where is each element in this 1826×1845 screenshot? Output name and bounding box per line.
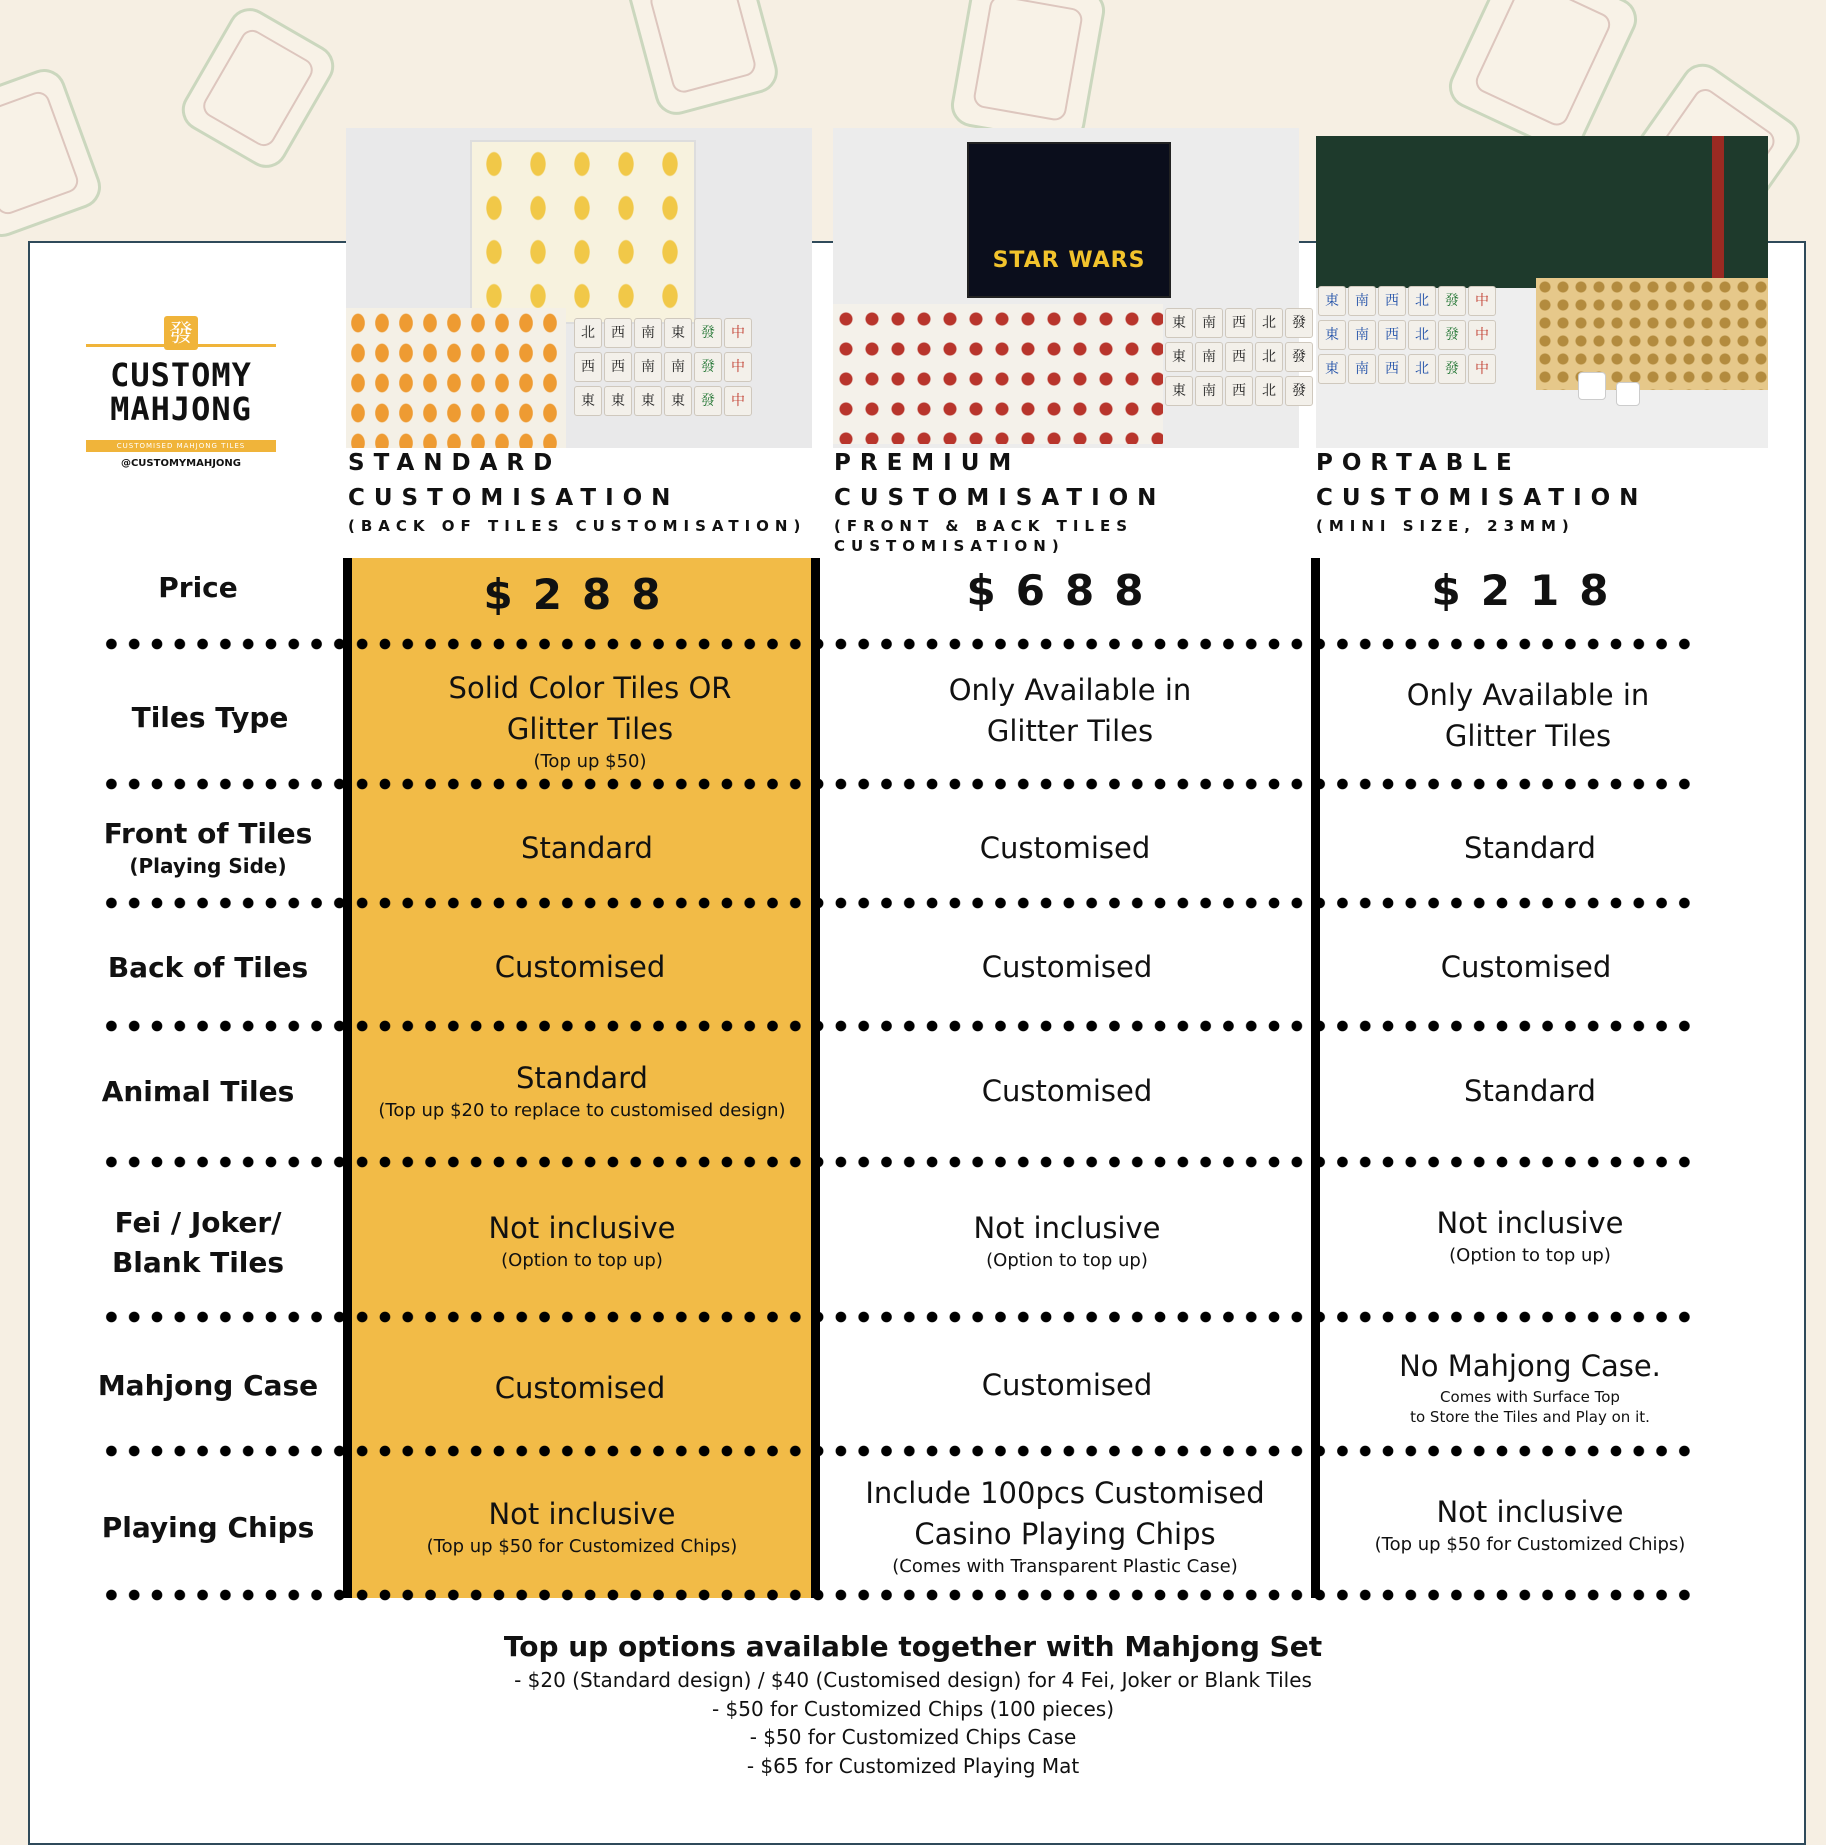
top-up-item: - $65 for Customized Playing Mat [746, 1753, 1080, 1778]
standard-front: Standard [521, 831, 653, 865]
logo-badge-icon: 發 [164, 316, 198, 350]
standard-tiles-row: 北 西 南 東 發 中 [574, 318, 752, 348]
row-label-price: Price [158, 571, 238, 604]
row-separator [100, 896, 1700, 910]
premium-price: $688 [966, 566, 1164, 615]
background-tile [0, 63, 107, 243]
star-wars-poster-image [967, 142, 1171, 298]
row-separator [100, 637, 1700, 651]
top-up-item: - $50 for Customized Chips (100 pieces) [711, 1696, 1115, 1721]
premium-front: Customised [979, 831, 1151, 865]
portable-case: No Mahjong Case. Comes with Surface Top to Store the Tiles and Play on it. [1399, 1349, 1661, 1426]
row-separator [100, 1444, 1700, 1458]
portable-price: $218 [1431, 566, 1629, 615]
portable-front: Standard [1464, 831, 1596, 865]
row-separator [100, 1155, 1700, 1169]
portable-fei: Not inclusive (Option to top up) [1436, 1206, 1624, 1266]
portable-subtitle: (MINI SIZE, 23MM) [1316, 517, 1575, 535]
premium-title: PREMIUM CUSTOMISATION [834, 450, 1166, 511]
dice-image [1616, 382, 1640, 406]
portable-tiles-row: 東 南 西 北 發 中 [1318, 286, 1496, 316]
row-label-playing-chips: Playing Chips [101, 1511, 315, 1544]
column-divider [1311, 558, 1320, 1598]
dice-image [1578, 372, 1606, 400]
premium-chips: Include 100pcs Customised Casino Playing Chips (Comes with Transparent Plastic Case) [865, 1476, 1265, 1577]
brand-name: CUSTOMY MAHJONG [110, 356, 252, 428]
premium-animal: Customised [981, 1074, 1153, 1108]
standard-photo [346, 128, 812, 448]
top-up-title: Top up options available together with Mahjong Set [503, 1630, 1323, 1663]
row-separator [100, 1019, 1700, 1033]
premium-tiles-row: 東 南 西 北 發 [1165, 342, 1313, 372]
row-label-front-of-tiles: Front of Tiles (Playing Side) [103, 817, 313, 878]
portable-animal: Standard [1464, 1074, 1596, 1108]
brand-logo [86, 316, 276, 476]
row-label-mahjong-case: Mahjong Case [97, 1369, 319, 1402]
standard-back: Customised [494, 950, 666, 984]
premium-tiles-row: 東 南 西 北 發 [1165, 376, 1313, 406]
standard-title: STANDARD CUSTOMISATION [348, 450, 680, 511]
row-label-back-of-tiles: Back of Tiles [107, 951, 309, 984]
premium-tiles-image [833, 304, 1163, 444]
portable-title: PORTABLE CUSTOMISATION [1316, 450, 1648, 511]
row-separator [100, 1588, 1700, 1602]
premium-tiles-row: 東 南 西 北 發 [1165, 308, 1313, 338]
premium-subtitle: (FRONT & BACK TILES CUSTOMISATION) [834, 517, 1134, 555]
standard-case: Customised [494, 1371, 666, 1405]
row-separator [100, 1310, 1700, 1324]
pineapple-tiles-image [346, 308, 566, 448]
standard-subtitle: (BACK OF TILES CUSTOMISATION) [348, 517, 807, 535]
column-divider [811, 558, 820, 1598]
background-tile [623, 0, 782, 120]
pineapple-case-image [470, 140, 696, 324]
top-up-options [300, 1628, 1526, 1780]
red-frame-edge [1712, 136, 1724, 288]
top-up-item: - $50 for Customized Chips Case [749, 1725, 1077, 1749]
portable-photo [1316, 136, 1768, 448]
gold-tiles-image [1536, 278, 1768, 390]
standard-tiles-row: 西 西 南 南 發 中 [574, 352, 752, 382]
portable-back: Customised [1440, 950, 1612, 984]
row-separator [100, 777, 1700, 791]
portable-tiles-row: 東 南 西 北 發 中 [1318, 354, 1496, 384]
background-tile [174, 0, 342, 176]
standard-price: $288 [483, 570, 681, 619]
premium-case: Customised [981, 1368, 1153, 1402]
standard-chips: Not inclusive (Top up $50 for Customized Chips) [426, 1497, 738, 1557]
top-up-item: - $20 (Standard design) / $40 (Customised design) for 4 Fei, Joker or Blank Tiles [514, 1668, 1312, 1692]
premium-tiles-type: Only Available in Glitter Tiles [948, 673, 1192, 748]
portable-chips: Not inclusive (Top up $50 for Customized Chips) [1374, 1495, 1686, 1555]
portable-tiles-type: Only Available in Glitter Tiles [1406, 678, 1650, 753]
standard-fei: Not inclusive (Option to top up) [488, 1211, 676, 1271]
poster-title: STAR WARS [992, 248, 1146, 273]
premium-photo [833, 128, 1306, 448]
background-tile [947, 0, 1108, 147]
standard-tiles-row: 東 東 東 東 發 中 [574, 386, 752, 416]
brand-tagline: CUSTOMISED MAHJONG TILES [86, 440, 276, 452]
standard-animal: Standard (Top up $20 to replace to customised design) [378, 1061, 786, 1121]
row-label-fei-joker-blank: Fei / Joker/ Blank Tiles [111, 1206, 285, 1279]
portable-tiles-row: 東 南 西 北 發 中 [1318, 320, 1496, 350]
row-label-animal-tiles: Animal Tiles [101, 1075, 295, 1108]
brand-handle: @CUSTOMYMAHJONG [120, 458, 242, 469]
premium-fei: Not inclusive (Option to top up) [973, 1211, 1161, 1271]
standard-tiles-type: Solid Color Tiles OR Glitter Tiles (Top up $50) [448, 671, 732, 772]
column-divider [343, 558, 352, 1598]
green-board-image [1316, 136, 1768, 288]
row-label-tiles-type: Tiles Type [131, 701, 289, 734]
premium-back: Customised [981, 950, 1153, 984]
